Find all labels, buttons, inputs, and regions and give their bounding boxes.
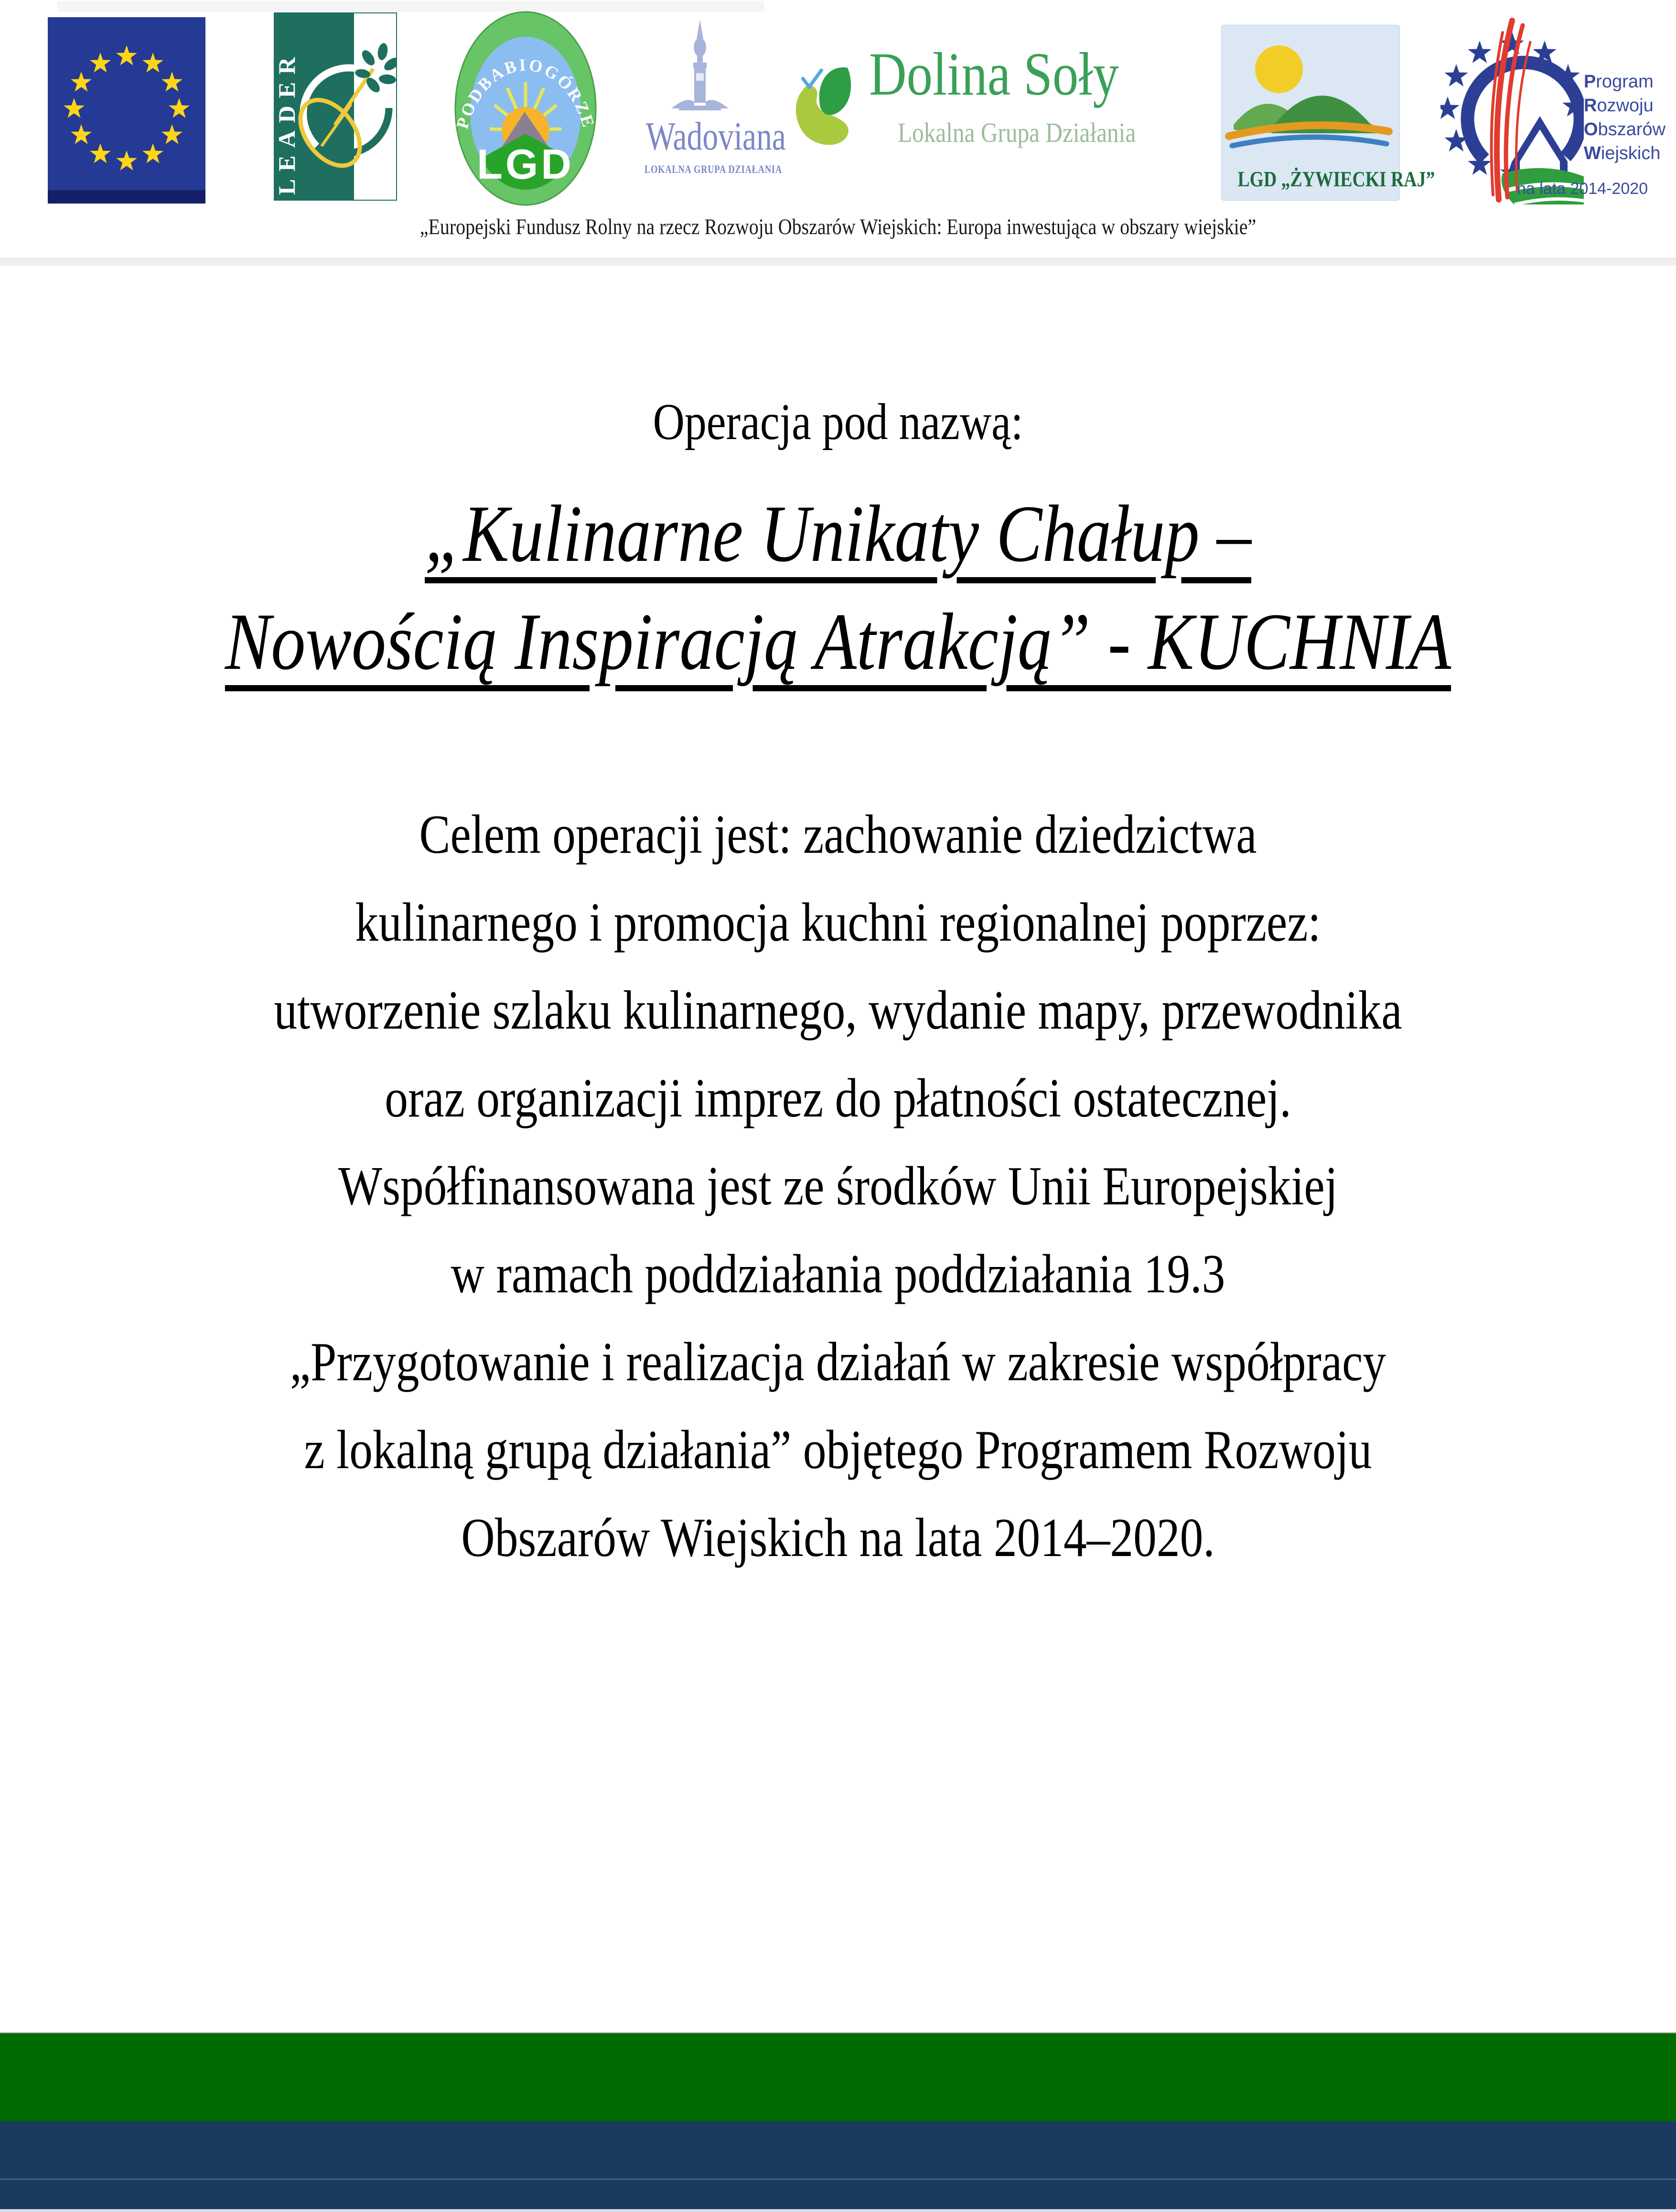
eu-flag-logo <box>48 17 205 204</box>
prow-emblem-icon <box>1440 13 1584 204</box>
sun-icon <box>1255 45 1303 93</box>
leader-logo <box>274 12 397 201</box>
wadoviana-subtitle: LOKALNA GRUPA DZIAŁANIA <box>645 163 782 175</box>
prow-program-name <box>1584 70 1670 165</box>
footer-green-bar <box>0 2032 1676 2122</box>
podbabiogorze-icon <box>454 11 597 206</box>
body-line: „Przygotowanie i realizacja działań w zakresie współpracy <box>290 1331 1386 1393</box>
prow-word-obszarow: Obszarów <box>1584 119 1666 140</box>
wadoviana-title: Wadoviana <box>645 114 786 159</box>
operation-title-line1: „Kulinarne Unikaty Chałup – <box>425 489 1251 579</box>
operation-intro: Operacja pod nazwą: <box>653 394 1023 451</box>
footer-navy-separator <box>0 2179 1676 2180</box>
podbabiogorze-ring-text: PODBABIOGÓRZE <box>454 55 597 131</box>
prow-word-program: Program <box>1584 72 1654 92</box>
body-line: z lokalną grupą działania” objętego Programem Rozwoju <box>304 1419 1372 1481</box>
header-divider <box>0 258 1676 266</box>
page-bottom-edge <box>0 2209 1676 2212</box>
scan-artifact-strip <box>57 1 764 11</box>
bird-check-icon <box>803 70 821 87</box>
prow-word-rozwoju: Rozwoju <box>1584 96 1654 116</box>
church-tower-icon <box>633 17 767 112</box>
leader-label: LEADER <box>274 49 300 195</box>
lgd-podbabiogorze-logo <box>454 11 597 206</box>
prow-2014-2020-logo <box>1440 13 1670 204</box>
body-line: Obszarów Wiejskich na lata 2014–2020. <box>461 1507 1215 1568</box>
footer-navy-bar <box>0 2121 1676 2212</box>
body-line: kulinarnego i promocja kuchni regionalnej poprzez: <box>355 892 1321 953</box>
eu-flag-icon <box>48 17 205 204</box>
zywiecki-raj-icon <box>1222 25 1399 150</box>
prow-word-wiejskich: Wiejskich <box>1584 143 1661 163</box>
body-line: Współfinansowana jest ze środków Unii Europejskiej <box>338 1156 1338 1217</box>
operation-title-line2: Nowością Inspiracją Atrakcją” - KUCHNIA <box>225 597 1451 687</box>
body-line: oraz organizacji imprez do płatności ostatecznej. <box>385 1068 1291 1129</box>
dolina-soly-subtitle: Lokalna Grupa Działania <box>897 117 1136 148</box>
podbabiogorze-lgd-text: LGD <box>477 140 574 188</box>
prow-years: na lata 2014-2020 <box>1517 180 1648 198</box>
body-line: Celem operacji jest: zachowanie dziedzictwa <box>419 804 1257 865</box>
body-line: w ramach poddziałania poddziałania 19.3 <box>451 1244 1225 1305</box>
funding-statement: „Europejski Fundusz Rolny na rzecz Rozwoju Obszarów Wiejskich: Europa inwestująca w obszary wiejskie” <box>419 215 1257 239</box>
leader-icon <box>274 12 397 201</box>
dolina-soly-logo <box>791 29 1178 174</box>
dolina-soly-leaf-icon <box>791 29 864 172</box>
wadoviana-logo <box>631 17 786 203</box>
dolina-soly-title: Dolina Soły <box>869 40 1119 108</box>
operation-description <box>134 791 1542 1582</box>
lgd-zywiecki-raj-logo <box>1221 25 1435 201</box>
body-line: utworzenie szlaku kulinarnego, wydanie mapy, przewodnika <box>274 980 1402 1041</box>
zywiecki-raj-caption: LGD „ŻYWIECKI RAJ” <box>1237 167 1435 191</box>
